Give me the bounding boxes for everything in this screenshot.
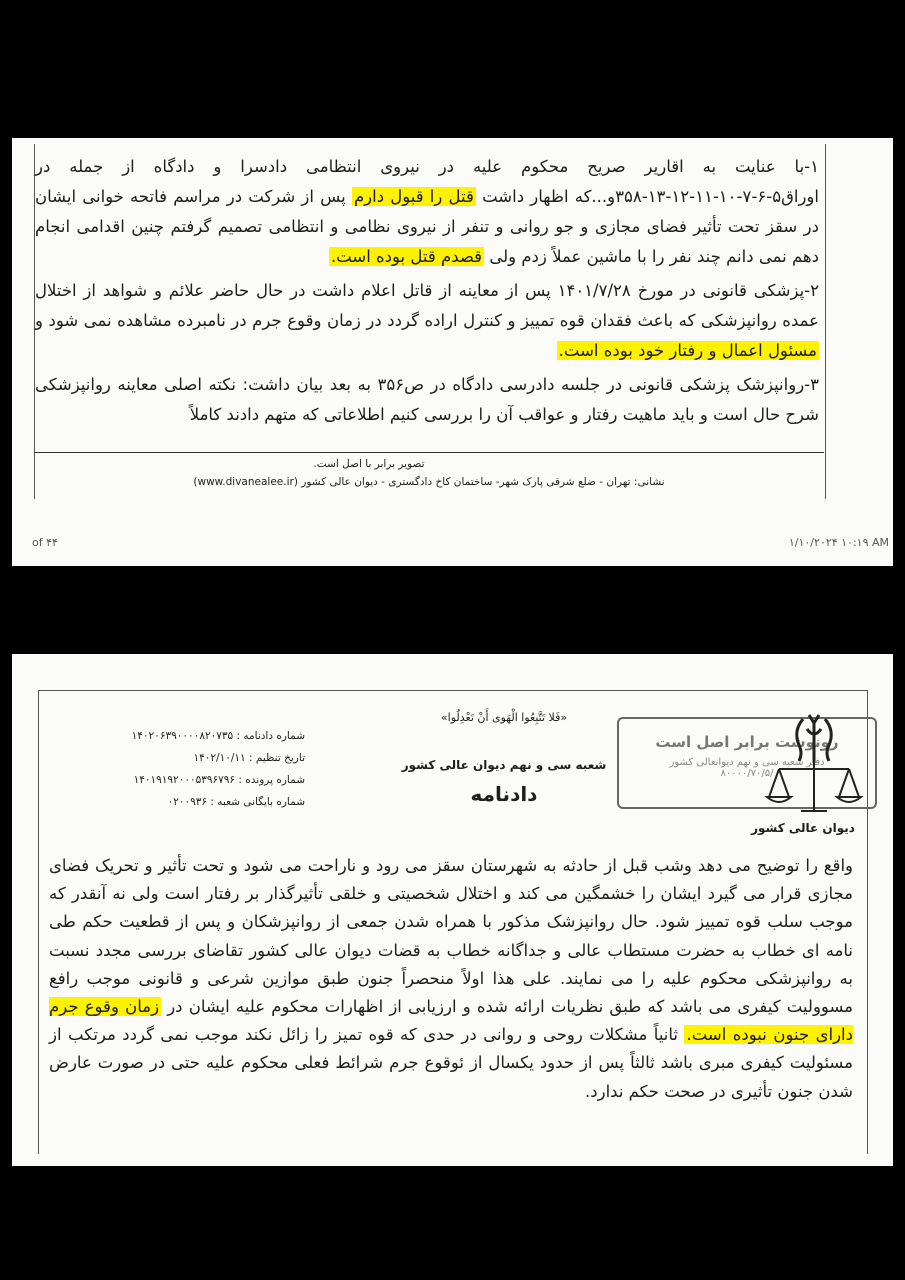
highlight-intent-murder: قصدم قتل بوده است. [330, 247, 483, 266]
highlight-no-insanity: زمان وقوع جرم دارای جنون نبوده است. [49, 997, 853, 1045]
court-branch: شعبه سی و نهم دیوان عالی کشور [401, 758, 607, 772]
stamp-title: رونوشت برابر اصل است [655, 733, 839, 751]
print-timestamp: ۱/۱۰/۲۰۲۴ ۱۰:۱۹ AM [788, 536, 889, 549]
paragraph-1-text-b: پس از شرکت در مراسم فاتحه خوانی ایشان در سقز تحت تأثیر فضای مجازی و جو روانی و تنفر از نیروی نظامی و انتظامی تصمیم گرفتم چنین اقدامی انجام دهم نمی دانم چند نفر را با ماشین عملاً زدم ولی [35, 187, 819, 266]
paragraph-2 [35, 276, 825, 366]
document-title: دادنامه [470, 782, 538, 806]
case-number: شماره پرونده : ۱۴۰۱۹۱۹۲۰۰۰۵۳۹۶۷۹۶ [133, 774, 305, 786]
archive-number: شماره بایگانی شعبه : ۰۲۰۰۹۳۶ [167, 796, 305, 808]
highlight-responsible: مسئول اعمال و رفتار خود بوده است. [558, 341, 817, 360]
paragraph-1 [35, 152, 825, 272]
scales-of-justice-icon [767, 763, 861, 811]
verdict-paragraph [39, 844, 867, 1106]
paragraph-1-text-a: ۱-با عنایت به اقاریر صریح محکوم علیه در نیروی انتظامی دادسرا و دادگاه از جمله در اوراق۵-۶-۷-۱۰-۱۱-۱۲-۱۳-۳۵۸و...که اظهار داشت [35, 157, 819, 206]
page1-text-frame [34, 144, 826, 499]
verdict-text-a: واقع را توضیح می دهد وشب قبل از حادثه به شهرستان سقز می رود و ناراحت می شود و تحت تأثیر و تحریک فضای مجازی قرار می گیرد ایشان را خشمگین می کند و اختلال شخصیتی و خلقی تأثیرگذار بر رفتار است ولی نه آنقدر که موجب سلب قوه تمییز شود. حال روانپزشک مذکور با همراه شدن جمعی از روانپزشکان و پس از قطعیت حکم طی نامه ای خطاب به حضرت مستطاب عالی و جداگانه خطاب به قضات دیوان عالی کشور تقاضای بررسی مجدد نسبت به روانپزشکی محکوم علیه را می نمایند. علی هذا اولاً منحصراً جنون طبق موازین شرعی و قانونی موجب رافع مسوولیت کیفری می باشد که طبق نظریات ارائه شده و ارزیابی از اظهارات محکوم علیه ایشان در [49, 856, 853, 1017]
copy-note: تصویر برابر با اصل است. [313, 458, 425, 470]
supreme-court-label: دیوان عالی کشور [751, 821, 855, 835]
paragraph-2-text: ۲-پزشکی قانونی در مورخ ۱۴۰۱/۷/۲۸ پس از معاینه از قاتل اعلام داشت در حال حاضر علائم و شواهد از اختلال عمده روانپزشکی که باعث فقدان قوه تمییز و کنترل اراده گردد در زمان وقوع جرم در نامبرده مشاهده نمی شود و [35, 281, 819, 330]
stamp-line-2: /۸۰۰۰۰/۷۰/۵ [720, 768, 774, 779]
paragraph-3-text: ۳-روانپزشک پزشکی قانونی در جلسه دادرسی دادگاه در ص۳۵۶ به بعد بیان داشت: نکته اصلی معاینه روانپزشکی شرح حال است و باید ماهیت رفتار و عواقب آن را بررسی کنیم اطلاعاتی که متهم دادند کاملاً [35, 375, 819, 424]
verdict-body [38, 844, 868, 1154]
verdict-text-b: ثانیاً مشکلات روحی و روانی در حدی که قوه تمیز را زائل نکند موجب نمی گردد مرتکب از مسئولیت کیفری مبری باشد ثالثاً پس از حدود یکسال از ئوقوع جرم شرائط فعلی محکوم علیه حتی در صورت عارض شدن جنون تأثیری در صحت حکم ندارد. [49, 1025, 853, 1101]
document-page-1 [12, 138, 893, 566]
document-page-2 [12, 654, 893, 1166]
header-center [379, 711, 629, 806]
court-address: نشانی: تهران - ضلع شرقی پارک شهر- ساختمان کاخ دادگستری - دیوان عالی کشور (www.divanealee.ir) [193, 476, 665, 488]
paragraph-3 [35, 370, 825, 430]
issue-date: تاریخ تنظیم : ۱۴۰۲/۱۰/۱۱ [193, 752, 305, 764]
decision-number: شماره دادنامه : ۱۴۰۲۰۶۳۹۰۰۰۰۸۲۰۷۳۵ [131, 730, 305, 742]
verdict-header [38, 690, 868, 845]
page-count: of ۴۴ [32, 536, 58, 549]
iran-emblem-icon [759, 711, 869, 821]
page1-footer [34, 452, 824, 501]
highlight-accept-murder: قتل را قبول دارم [353, 187, 474, 206]
stamp-line-1: دفتر شعبه سی و نهم دیوانعالی کشور [669, 757, 825, 768]
case-metadata [105, 725, 305, 813]
quran-verse: «فَلا تَتَّبِعُوا الْهَوى أَنْ تَعْدِلُوا» [440, 711, 568, 724]
